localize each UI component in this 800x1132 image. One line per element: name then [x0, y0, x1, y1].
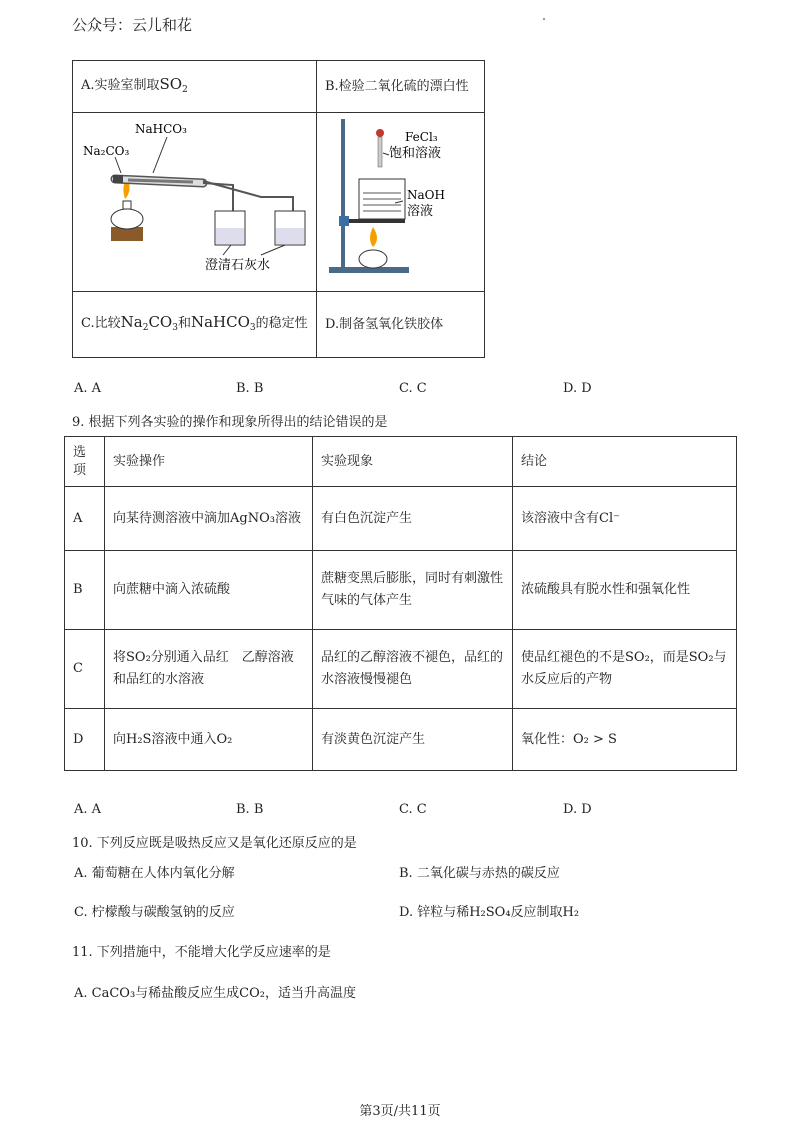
q9-row-c: [65, 630, 737, 709]
q8-image-d: [317, 113, 485, 292]
q8-c-f1-sub1: 2: [142, 322, 149, 333]
q8-cell-d: [317, 292, 485, 358]
leader-lime-1: [223, 245, 231, 255]
q10-option-a: A. 葡萄糖在人体内氧化分解: [74, 866, 235, 881]
q8-c-label-2: 的稳定性: [255, 315, 308, 331]
lamp-wick: [123, 201, 131, 209]
apparatus-d-figure: [317, 113, 484, 283]
q10-option-d: D. 锌粒与稀H₂SO₄反应制取H₂: [399, 905, 580, 920]
q8-d-label: D.制备氢氧化铁胶体: [325, 316, 444, 332]
q9-row-a: [65, 487, 737, 551]
q9-row-conclusion: 浓硫酸具有脱水性和强氧化性: [513, 551, 737, 630]
q9-row-operation: 将SO₂分别通入品红 乙醇溶液和品红的水溶液: [105, 630, 313, 709]
q10-stem: 10. 下列反应既是吸热反应又是氧化还原反应的是: [72, 836, 357, 851]
label-limewater: 澄清石灰水: [205, 258, 271, 273]
q9-table: [64, 436, 737, 771]
q8-cell-c: [73, 292, 317, 358]
q8-c-f2: NaHCO: [190, 312, 250, 331]
dropper: [378, 137, 382, 167]
q9-row-phenomenon: 蔗糖变黑后膨胀，同时有刺激性气味的气体产生: [313, 551, 513, 630]
label-nahco3: NaHCO₃: [135, 122, 187, 136]
label-fecl3: FeCl₃: [405, 130, 438, 144]
q9-row-d: [65, 709, 737, 771]
q8-c-and: 和: [177, 315, 191, 331]
q9-option-a: A. A: [74, 802, 102, 817]
q8-option-d: D. D: [563, 381, 592, 396]
alcohol-lamp: [111, 209, 143, 229]
q9-row-operation: 向蔗糖中滴入浓硫酸: [105, 551, 313, 630]
leader-na2co3: [115, 157, 121, 173]
q9-stem: 9. 根据下列各实验的操作和现象所得出的结论错误的是: [72, 415, 388, 430]
q9-row-conclusion: 氧化性：O₂ > S: [513, 709, 737, 771]
q9-header-option: 选项: [65, 437, 105, 487]
q9-row-option: A: [65, 487, 105, 551]
q8-a-label: A.实验室制取: [81, 77, 160, 93]
q9-row-option: B: [65, 551, 105, 630]
decorative-dot: [543, 18, 545, 20]
q9-row-conclusion: 该溶液中含有Cl⁻: [513, 487, 737, 551]
q8-a-formula: SO: [159, 74, 183, 93]
q9-row-conclusion: 使品红褪色的不是SO₂，而是SO₂与水反应后的产物: [513, 630, 737, 709]
label-naoh: NaOH: [407, 188, 445, 202]
q9-row-operation: 向某待测溶液中滴加AgNO₃溶液: [105, 487, 313, 551]
page-footer: 第3页/共11页: [359, 1104, 441, 1119]
q8-c-f1b: CO: [148, 312, 173, 331]
clamp: [113, 175, 123, 183]
q8-option-a: A. A: [74, 381, 102, 396]
q9-header-conclusion: 结论: [513, 437, 737, 487]
lamp-d: [359, 250, 387, 268]
boss-clamp: [339, 216, 349, 226]
q9-option-b: B. B: [236, 802, 264, 817]
q8-option-c: C. C: [399, 381, 427, 396]
inner-tube: [128, 180, 193, 182]
q9-row-option: C: [65, 630, 105, 709]
leader-lime-2: [261, 245, 285, 255]
dropper-bulb: [376, 129, 384, 137]
q11-option-a: A. CaCO₃与稀盐酸反应生成CO₂，适当升高温度: [74, 986, 356, 1001]
stand-rod: [341, 119, 345, 269]
q9-option-c: C. C: [399, 802, 427, 817]
q10-option-b: B. 二氧化碳与赤热的碳反应: [399, 866, 560, 881]
leader-nahco3: [153, 137, 167, 173]
q8-a-sub: 2: [182, 84, 188, 95]
q9-row-operation: 向H₂S溶液中通入O₂: [105, 709, 313, 771]
q9-row-option: D: [65, 709, 105, 771]
q11-stem: 11. 下列措施中，不能增大化学反应速率的是: [72, 945, 331, 960]
q9-option-d: D. D: [563, 802, 592, 817]
label-saturated: 饱和溶液: [389, 146, 442, 161]
q8-c-label-1: C.比较: [81, 315, 121, 331]
q8-c-f1-sub2: 3: [172, 322, 178, 333]
q9-row-phenomenon: 有白色沉淀产生: [313, 487, 513, 551]
q8-b-label: B.检验二氧化硫的漂白性: [325, 78, 469, 94]
q8-c-f2-sub: 3: [249, 322, 256, 333]
q9-header-phenomenon: 实验现象: [313, 437, 513, 487]
q9-row-phenomenon: 品红的乙醇溶液不褪色，品红的水溶液慢慢褪色: [313, 630, 513, 709]
q8-table: [72, 60, 485, 358]
limewater-1: [216, 228, 244, 244]
apparatus-c-figure: [73, 113, 316, 283]
q8-cell-a: [73, 61, 317, 113]
q8-c-f1: Na: [120, 312, 143, 331]
label-na2co3: Na₂CO₃: [83, 144, 130, 158]
q9-row-phenomenon: 有淡黄色沉淀产生: [313, 709, 513, 771]
q9-header-operation: 实验操作: [105, 437, 313, 487]
label-solution: 溶液: [407, 204, 434, 219]
limewater-2: [276, 228, 304, 244]
ring-support: [343, 219, 405, 223]
q10-option-c: C. 柠檬酸与碳酸氢钠的反应: [74, 905, 235, 920]
q8-option-b: B. B: [236, 381, 264, 396]
q8-image-c: [73, 113, 317, 292]
flame-d: [370, 227, 377, 247]
page-header: 公众号：云儿和花: [72, 16, 193, 34]
q9-row-b: [65, 551, 737, 630]
q8-cell-b: [317, 61, 485, 113]
